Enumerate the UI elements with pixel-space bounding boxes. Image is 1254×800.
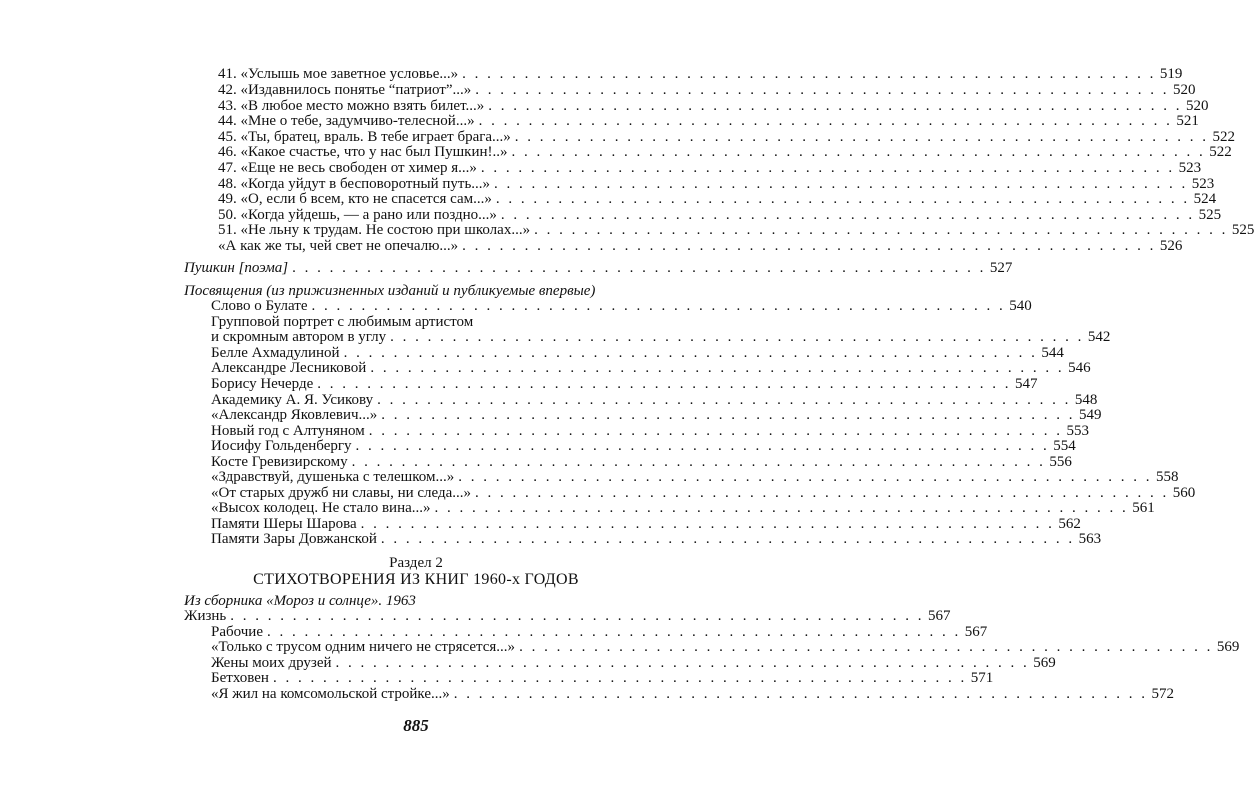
entry-title: «Здравствуй, душенька с телешком...» — [211, 469, 455, 485]
toc-entry — [211, 686, 1174, 703]
entry-title: Борису Нечерде — [211, 376, 314, 392]
leader-dots: . . . . . . . . . . . . . . . . . . . . . . . . . . . . . . . . . . . . . . . . . . . . . . . . . . . . . . . . — [317, 376, 1012, 392]
entry-page: 544 — [1041, 345, 1064, 361]
entry-title: Жены моих друзей — [211, 655, 332, 671]
entry-title: «Высох колодец. Не стало вина...» — [211, 500, 431, 516]
entry-page: 521 — [1176, 113, 1199, 129]
entry-title: Бетховен — [211, 670, 269, 686]
entry-page: 520 — [1186, 98, 1209, 114]
leader-dots: . . . . . . . . . . . . . . . . . . . . . . . . . . . . . . . . . . . . . . . . . . . . . . . . . . . . . . . . — [475, 82, 1170, 98]
leader-dots: . . . . . . . . . . . . . . . . . . . . . . . . . . . . . . . . . . . . . . . . . . . . . . . . . . . . . . . . — [475, 485, 1169, 501]
section-label: Раздел 2 — [389, 555, 443, 571]
entry-title: 46. «Какое счастье, что у нас был Пушкин!..» — [218, 144, 508, 160]
toc-entry — [211, 438, 1076, 455]
leader-dots: . . . . . . . . . . . . . . . . . . . . . . . . . . . . . . . . . . . . . . . . . . . . . . . . . . . . . . . . — [453, 686, 1148, 702]
entry-title: 41. «Услышь мое заветное условье...» — [218, 66, 459, 82]
toc-entry — [211, 329, 1111, 346]
entry-title: Новый год с Алтуняном — [211, 423, 365, 439]
entry-page: 569 — [1033, 655, 1056, 671]
toc-entry — [211, 531, 1102, 548]
leader-dots: . . . . . . . . . . . . . . . . . . . . . . . . . . . . . . . . . . . . . . . . . . . . . . . . . . . . . . . . — [534, 222, 1228, 238]
leader-dots: . . . . . . . . . . . . . . . . . . . . . . . . . . . . . . . . . . . . . . . . . . . . . . . . . . . . . . . . — [377, 392, 1071, 408]
entry-page: 561 — [1132, 500, 1155, 516]
leader-dots: . . . . . . . . . . . . . . . . . . . . . . . . . . . . . . . . . . . . . . . . . . . . . . . . . . . . . . . . — [519, 639, 1213, 655]
leader-dots: . . . . . . . . . . . . . . . . . . . . . . . . . . . . . . . . . . . . . . . . . . . . . . . . . . . . . . . . — [495, 191, 1190, 207]
toc-entry — [218, 222, 1254, 239]
toc-entry — [218, 191, 1217, 208]
leader-dots: . . . . . . . . . . . . . . . . . . . . . . . . . . . . . . . . . . . . . . . . . . . . . . . . . . . . . . . . — [500, 207, 1195, 223]
leader-dots: . . . . . . . . . . . . . . . . . . . . . . . . . . . . . . . . . . . . . . . . . . . . . . . . . . . . . . . . — [360, 516, 1055, 532]
entry-title: Памяти Зары Довжанской — [211, 531, 377, 547]
leader-dots: . . . . . . . . . . . . . . . . . . . . . . . . . . . . . . . . . . . . . . . . . . . . . . . . . . . . . . . . — [480, 160, 1175, 176]
leader-dots: . . . . . . . . . . . . . . . . . . . . . . . . . . . . . . . . . . . . . . . . . . . . . . . . . . . . . . . . — [494, 176, 1188, 192]
leader-dots: . . . . . . . . . . . . . . . . . . . . . . . . . . . . . . . . . . . . . . . . . . . . . . . . . . . . . . . . — [381, 407, 1076, 423]
toc-entry — [218, 66, 1183, 83]
leader-dots: . . . . . . . . . . . . . . . . . . . . . . . . . . . . . . . . . . . . . . . . . . . . . . . . . . . . . . . . — [266, 624, 961, 640]
toc-entry — [211, 360, 1091, 377]
entry-page: 542 — [1087, 329, 1111, 345]
toc-entry — [211, 670, 994, 687]
entry-page: 525 — [1198, 207, 1222, 223]
entry-page: 540 — [1009, 298, 1032, 314]
entry-page: 546 — [1068, 360, 1091, 376]
entry-page: 554 — [1053, 438, 1076, 454]
collection-heading: Из сборника «Мороз и солнце». 1963 — [184, 593, 416, 609]
leader-dots: . . . . . . . . . . . . . . . . . . . . . . . . . . . . . . . . . . . . . . . . . . . . . . . . . . . . . . . . — [390, 329, 1084, 345]
toc-entry — [218, 113, 1199, 130]
entry-title: Памяти Шеры Шарова — [211, 516, 357, 532]
entry-page: 522 — [1209, 144, 1232, 160]
entry-title: 48. «Когда уйдут в бесповоротный путь...» — [218, 176, 491, 192]
toc-entry — [211, 500, 1155, 517]
entry-page: 526 — [1159, 238, 1183, 254]
leader-dots: . . . . . . . . . . . . . . . . . . . . . . . . . . . . . . . . . . . . . . . . . . . . . . . . . . . . . . . . — [355, 438, 1050, 454]
entry-title: «А как же ты, чей свет не опечалю...» — [218, 238, 459, 254]
toc-entry-pushkin — [184, 260, 1013, 277]
entry-page: 556 — [1049, 454, 1072, 470]
entry-page: 560 — [1172, 485, 1196, 501]
leader-dots: . . . . . . . . . . . . . . . . . . . . . . . . . . . . . . . . . . . . . . . . . . . . . . . . . . . . . . . . — [230, 608, 925, 624]
section-title: СТИХОТВОРЕНИЯ ИЗ КНИГ 1960-х ГОДОВ — [253, 571, 579, 588]
entry-title: 42. «Издавнилось понятье “патриот”...» — [218, 82, 472, 98]
entry-title: Рабочие — [211, 624, 263, 640]
toc-entry — [211, 298, 1032, 315]
entry-title: 43. «В любое место можно взять билет...» — [218, 98, 485, 114]
entry-page: 523 — [1178, 160, 1202, 176]
leader-dots: . . . . . . . . . . . . . . . . . . . . . . . . . . . . . . . . . . . . . . . . . . . . . . . . . . . . . . . . — [311, 298, 1006, 314]
entry-page: 524 — [1193, 191, 1217, 207]
entry-page: 527 — [989, 260, 1013, 276]
leader-dots: . . . . . . . . . . . . . . . . . . . . . . . . . . . . . . . . . . . . . . . . . . . . . . . . . . . . . . . . — [478, 113, 1173, 129]
leader-dots: . . . . . . . . . . . . . . . . . . . . . . . . . . . . . . . . . . . . . . . . . . . . . . . . . . . . . . . . — [488, 98, 1182, 114]
entry-title: Жизнь — [184, 608, 227, 624]
entry-title: 50. «Когда уйдешь, — а рано или поздно...» — [218, 207, 497, 223]
dedications-heading: Посвящения (из прижизненных изданий и публикуемые впервые) — [184, 283, 596, 299]
entry-title: 45. «Ты, братец, враль. В тебе играет брага...» — [218, 129, 511, 145]
toc-entry — [184, 608, 951, 625]
toc-entry — [211, 469, 1179, 486]
entry-page: 567 — [964, 624, 988, 640]
leader-dots: . . . . . . . . . . . . . . . . . . . . . . . . . . . . . . . . . . . . . . . . . . . . . . . . . . . . . . . . — [514, 129, 1209, 145]
entry-page: 547 — [1015, 376, 1038, 392]
entry-title: 44. «Мне о тебе, задумчиво-телесной...» — [218, 113, 475, 129]
leader-dots: . . . . . . . . . . . . . . . . . . . . . . . . . . . . . . . . . . . . . . . . . . . . . . . . . . . . . . . . — [380, 531, 1075, 547]
entry-title: Косте Гревизирскому — [211, 454, 348, 470]
entry-page: 562 — [1058, 516, 1081, 532]
toc-entry — [218, 238, 1183, 255]
entry-page: 523 — [1191, 176, 1215, 192]
entry-title: Слово о Булате — [211, 298, 308, 314]
entry-title: Белле Ахмадулиной — [211, 345, 340, 361]
page-number: 885 — [403, 716, 429, 735]
entry-title: «Только с трусом одним ничего не стрясется...» — [211, 639, 516, 655]
toc-entry — [218, 82, 1196, 99]
entry-title: «Я жил на комсомольской стройке...» — [211, 686, 450, 702]
leader-dots: . . . . . . . . . . . . . . . . . . . . . . . . . . . . . . . . . . . . . . . . . . . . . . . . . . . . . . . . — [370, 360, 1065, 376]
entry-page: 553 — [1066, 423, 1089, 439]
toc-entry-title-line: Групповой портрет с любимым артистом — [211, 314, 474, 330]
toc-entry — [211, 407, 1102, 424]
leader-dots: . . . . . . . . . . . . . . . . . . . . . . . . . . . . . . . . . . . . . . . . . . . . . . . . . . . . . . . . — [351, 454, 1046, 470]
leader-dots: . . . . . . . . . . . . . . . . . . . . . . . . . . . . . . . . . . . . . . . . . . . . . . . . . . . . . . . . — [368, 423, 1063, 439]
entry-page: 525 — [1231, 222, 1254, 238]
toc-entry — [211, 639, 1240, 656]
entry-page: 522 — [1212, 129, 1236, 145]
entry-page: 571 — [970, 670, 994, 686]
entry-page: 569 — [1216, 639, 1240, 655]
entry-title: Иосифу Гольденбергу — [211, 438, 352, 454]
entry-page: 558 — [1155, 469, 1179, 485]
entry-title: и скромным автором в углу — [211, 329, 387, 345]
leader-dots: . . . . . . . . . . . . . . . . . . . . . . . . . . . . . . . . . . . . . . . . . . . . . . . . . . . . . . . . — [343, 345, 1038, 361]
entry-title: Академику А. Я. Усикову — [211, 392, 374, 408]
entry-page: 519 — [1159, 66, 1183, 82]
leader-dots: . . . . . . . . . . . . . . . . . . . . . . . . . . . . . . . . . . . . . . . . . . . . . . . . . . . . . . . . — [511, 144, 1206, 160]
toc-entry — [218, 144, 1232, 161]
entry-title: «От старых дружб ни славы, ни следа...» — [211, 485, 472, 501]
leader-dots: . . . . . . . . . . . . . . . . . . . . . . . . . . . . . . . . . . . . . . . . . . . . . . . . . . . . . . . . — [434, 500, 1129, 516]
entry-title: 51. «Не льну к трудам. Не состою при школах...» — [218, 222, 531, 238]
leader-dots: . . . . . . . . . . . . . . . . . . . . . . . . . . . . . . . . . . . . . . . . . . . . . . . . . . . . . . . . — [462, 238, 1156, 254]
toc-entry — [218, 160, 1202, 177]
entry-page: 572 — [1151, 686, 1174, 702]
entry-title: 49. «О, если б всем, кто не спасется сам...» — [218, 191, 492, 207]
entry-title: «Александр Яковлевич...» — [211, 407, 378, 423]
entry-page: 520 — [1173, 82, 1196, 98]
entry-title: Александре Лесниковой — [211, 360, 367, 376]
leader-dots: . . . . . . . . . . . . . . . . . . . . . . . . . . . . . . . . . . . . . . . . . . . . . . . . . . . . . . . . — [272, 670, 967, 686]
leader-dots: . . . . . . . . . . . . . . . . . . . . . . . . . . . . . . . . . . . . . . . . . . . . . . . . . . . . . . . . — [292, 260, 986, 276]
entry-title: 47. «Еще не весь свободен от химер я...» — [218, 160, 477, 176]
leader-dots: . . . . . . . . . . . . . . . . . . . . . . . . . . . . . . . . . . . . . . . . . . . . . . . . . . . . . . . . — [335, 655, 1030, 671]
entry-page: 548 — [1074, 392, 1098, 408]
leader-dots: . . . . . . . . . . . . . . . . . . . . . . . . . . . . . . . . . . . . . . . . . . . . . . . . . . . . . . . . — [462, 66, 1156, 82]
entry-page: 567 — [928, 608, 951, 624]
leader-dots: . . . . . . . . . . . . . . . . . . . . . . . . . . . . . . . . . . . . . . . . . . . . . . . . . . . . . . . . — [458, 469, 1152, 485]
entry-page: 549 — [1079, 407, 1102, 423]
entry-title: Пушкин [поэма] — [184, 260, 289, 276]
toc-entry — [211, 376, 1038, 393]
entry-page: 563 — [1078, 531, 1102, 547]
